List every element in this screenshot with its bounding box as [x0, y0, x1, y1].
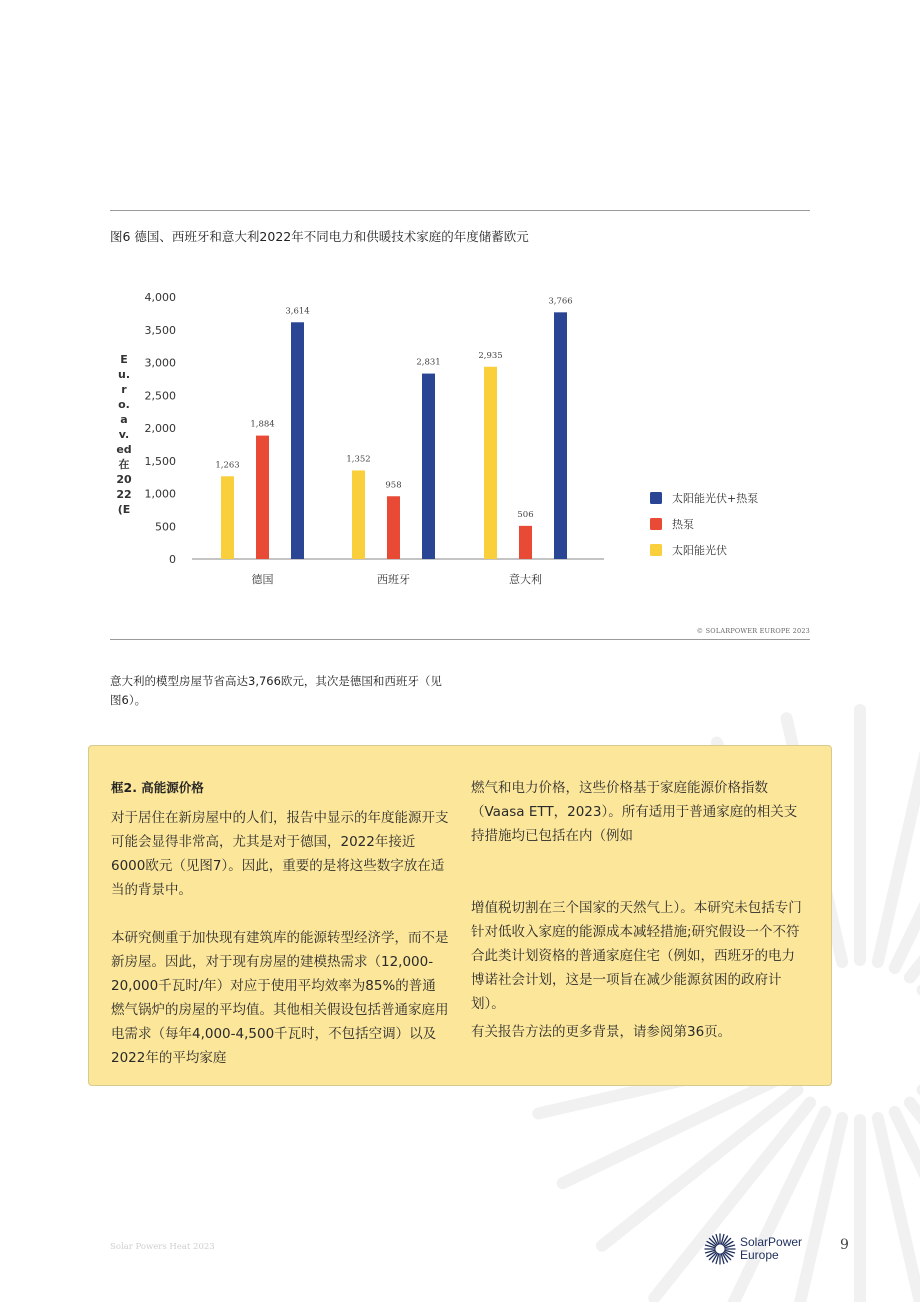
bar	[256, 436, 269, 559]
info-box-paragraph: 燃气和电力价格，这些价格基于家庭能源价格指数（Vaasa ETT，2023）。所有适用于普通家庭的相关支持措施均已包括在内（例如	[471, 780, 798, 844]
footer-report-name: Solar Powers Heat 2023	[110, 1242, 215, 1252]
info-box-title: 框2. 高能源价格	[111, 780, 204, 795]
info-box	[88, 745, 832, 1086]
info-box-paragraph: 有关报告方法的更多背景，请参阅第36页。	[471, 1024, 732, 1040]
legend-label: 热泵	[672, 518, 694, 531]
y-tick-label: 3,500	[144, 323, 176, 337]
x-tick-label: 德国	[251, 573, 274, 586]
info-box-left-column	[111, 776, 449, 1070]
bar	[554, 312, 567, 559]
info-box-right-column	[471, 776, 807, 1044]
legend-label: 太阳能光伏+热泵	[672, 492, 759, 505]
bar-value-label: 2,935	[478, 350, 503, 361]
bar-value-label: 958	[385, 480, 402, 491]
body-paragraph: 意大利的模型房屋节省高达3,766欧元，其次是德国和西班牙（见图6）。	[110, 674, 442, 707]
bar	[422, 374, 435, 559]
sun-logo-icon	[704, 1232, 736, 1266]
bar-chart	[0, 0, 920, 640]
y-tick-label: 2,500	[144, 389, 176, 403]
bar-value-label: 1,884	[250, 419, 275, 430]
bar	[484, 367, 497, 559]
bar	[352, 470, 365, 559]
bar-value-label: 3,766	[548, 296, 573, 307]
y-tick-label: 4,000	[144, 291, 176, 304]
y-tick-label: 500	[155, 520, 176, 534]
legend-swatch	[650, 544, 662, 556]
bar-value-label: 1,263	[215, 460, 240, 471]
legend-swatch	[650, 492, 662, 504]
logo-line-2: Europe	[740, 1248, 779, 1262]
figure-bottom-rule	[110, 639, 810, 640]
info-box-paragraph: 增值税切割在三个国家的天然气上）。本研究未包括专门针对低收入家庭的能源成本减轻措施;研究假设一个不符合此类计划资格的普通家庭住宅（例如，西班牙的电力博诺社会计划，这是一项旨在减少能源贫困的政府计划）。	[471, 900, 802, 1012]
bar	[519, 526, 532, 559]
x-tick-label: 意大利	[509, 573, 542, 586]
y-tick-label: 1,500	[144, 454, 176, 468]
bar	[387, 496, 400, 559]
y-tick-label: 1,000	[144, 487, 176, 501]
info-box-paragraph: 对于居住在新房屋中的人们，报告中显示的年度能源开支可能会显得非常高，尤其是对于德国，2022年接近6000欧元（见图7）。因此，重要的是将这些数字放在适当的背景中。	[111, 810, 449, 898]
legend-label: 太阳能光伏	[672, 544, 727, 557]
bar-value-label: 506	[517, 509, 534, 520]
y-tick-label: 3,000	[144, 356, 176, 370]
bar	[291, 322, 304, 559]
legend-swatch	[650, 518, 662, 530]
bar-value-label: 2,831	[416, 357, 441, 368]
y-axis-label: Eu.ro.av.ed在2022(E	[116, 353, 132, 516]
y-tick-label: 0	[169, 553, 176, 566]
bar	[221, 476, 234, 559]
x-tick-label: 西班牙	[377, 573, 410, 586]
solarpower-europe-logo	[704, 1232, 814, 1268]
bar-value-label: 1,352	[346, 454, 371, 465]
logo-line-1: SolarPower	[740, 1235, 803, 1249]
bar-value-label: 3,614	[285, 306, 310, 317]
y-tick-label: 2,000	[144, 422, 176, 435]
page-number: 9	[840, 1237, 849, 1253]
figure-title: 图6 德国、西班牙和意大利2022年不同电力和供暖技术家庭的年度储蓄欧元	[110, 229, 529, 244]
info-box-paragraph: 本研究侧重于加快现有建筑库的能源转型经济学，而不是新房屋。因此，对于现有房屋的建模热需求（12,000-20,000千瓦时/年）对应于使用平均效率为85%的普通燃气锅炉的房屋的平均值。其他相关假设包括普通家庭用电需求（每年4,000-4,500千瓦时，不包括空调）以及2022年的平均家庭	[111, 930, 449, 1066]
copyright-note: © SOLARPOWER EUROPE 2023	[696, 627, 810, 635]
